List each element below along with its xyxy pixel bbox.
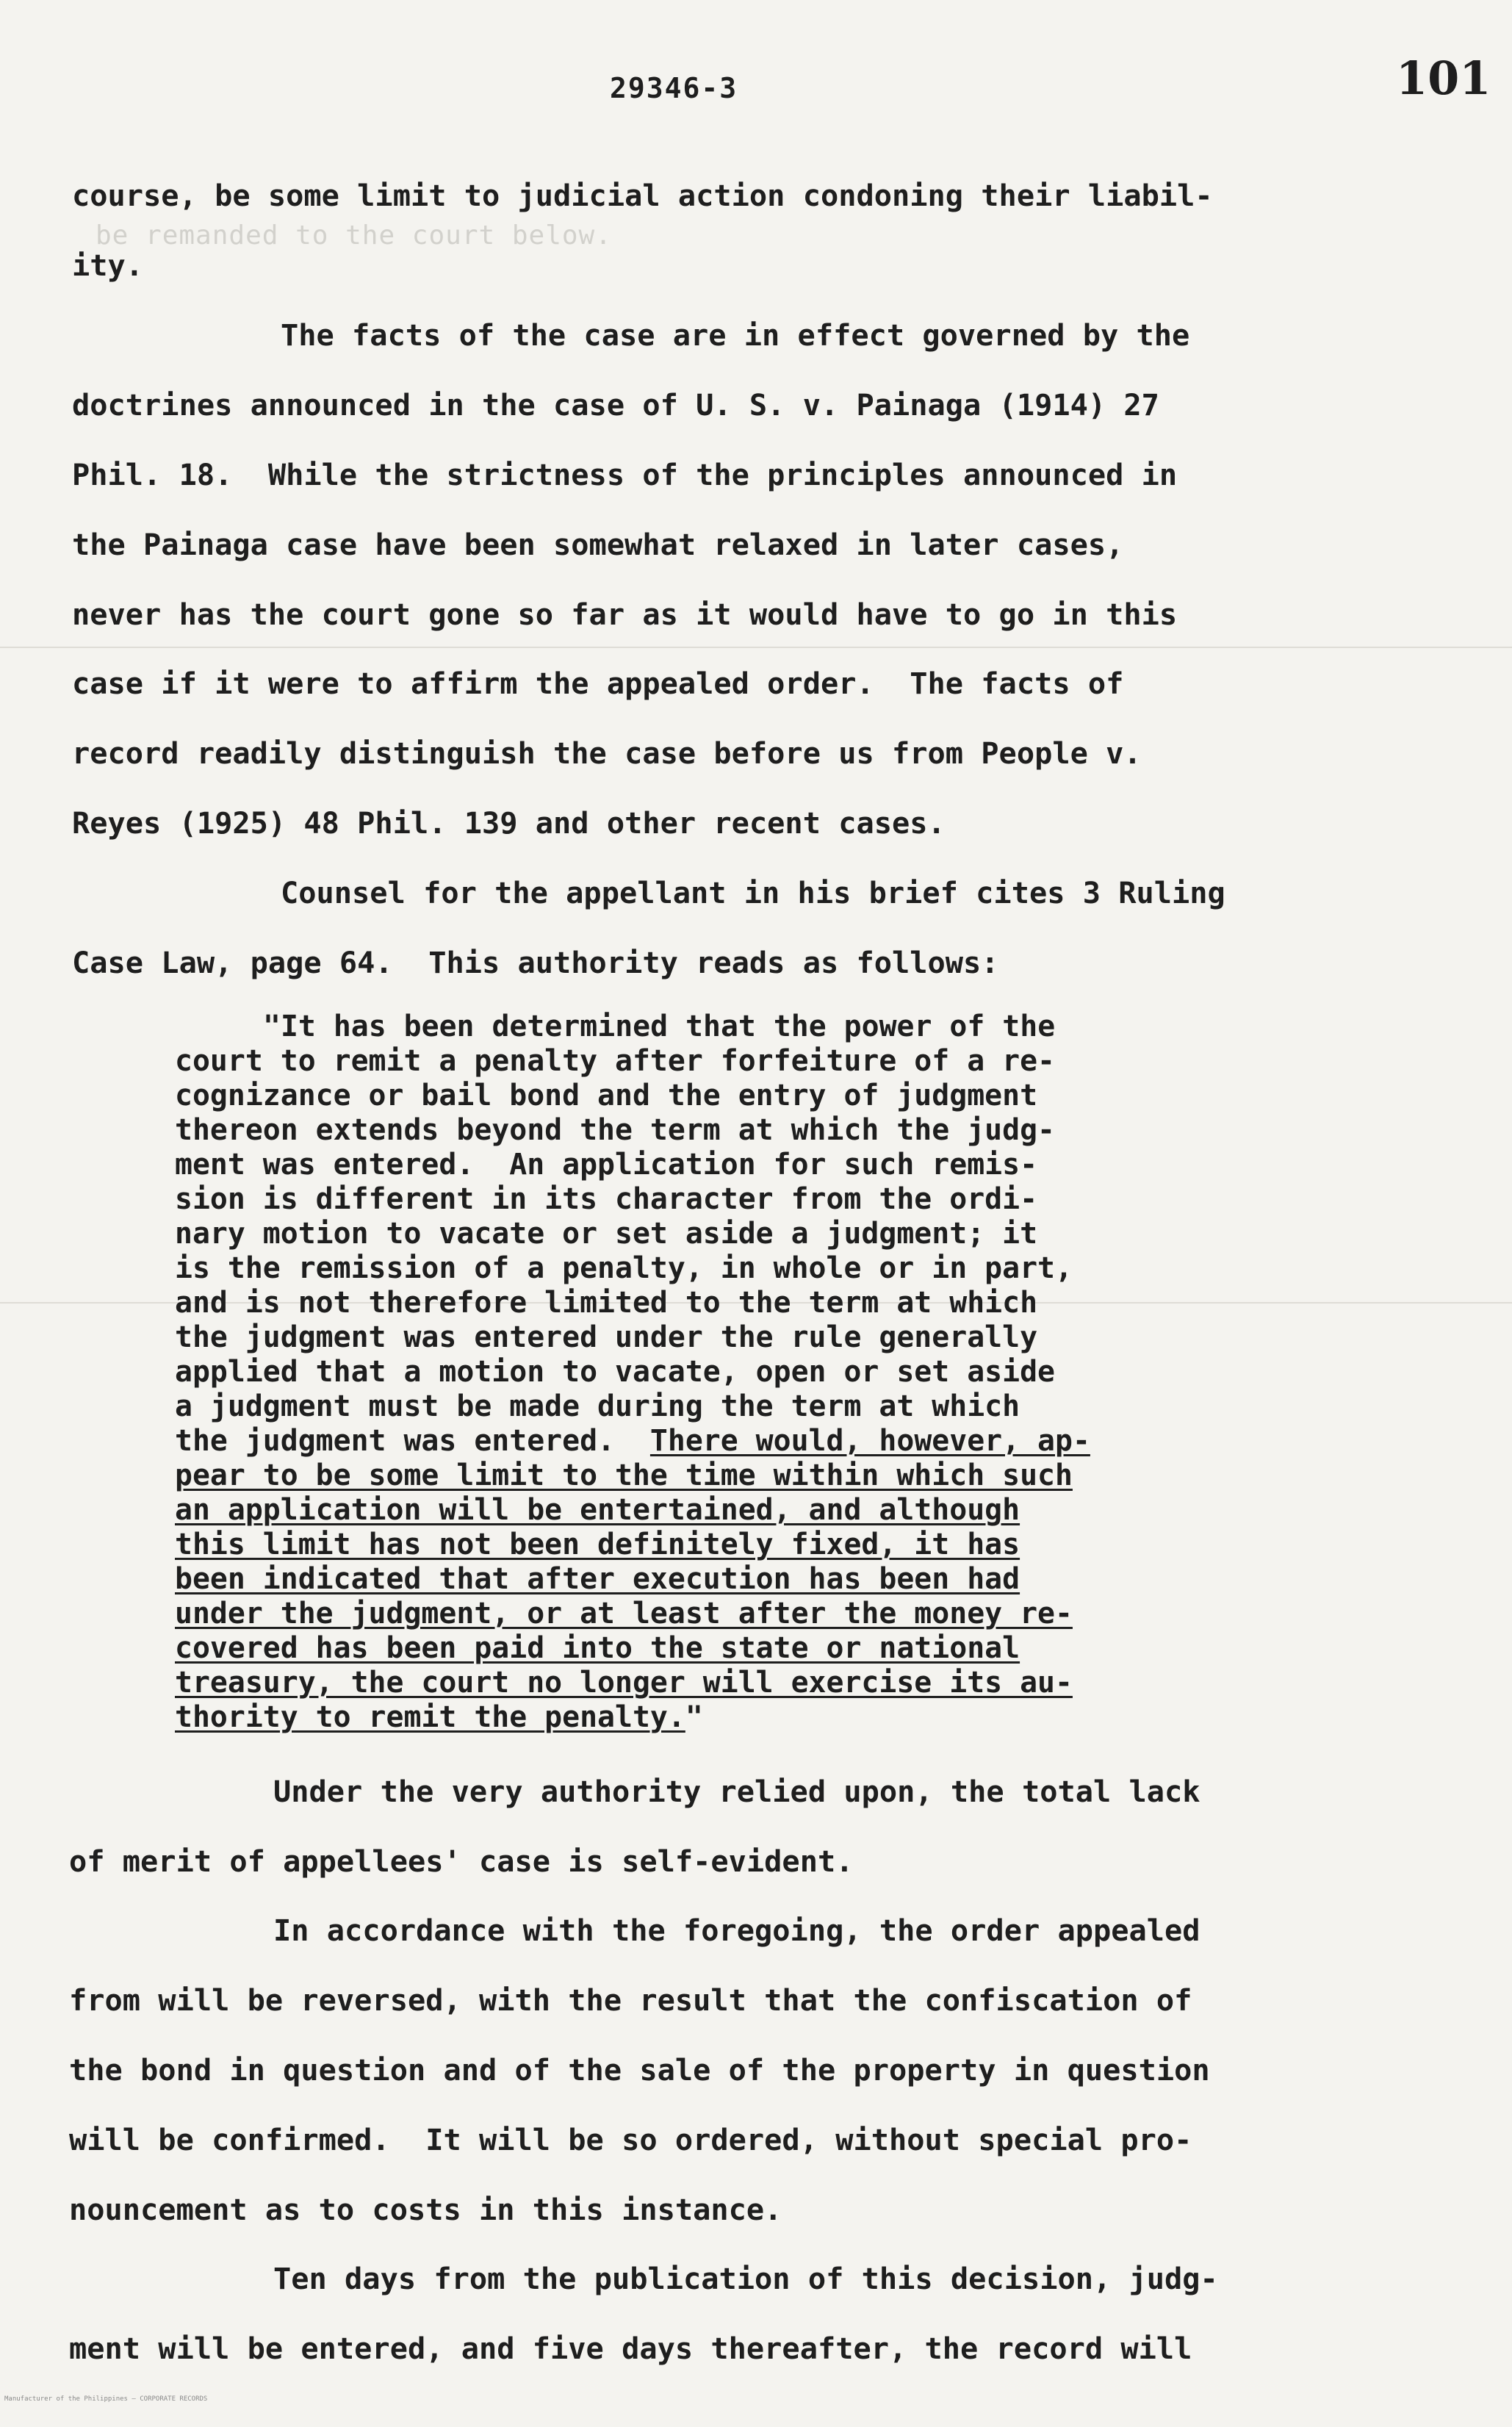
quote-underlined-line: covered has been paid into the state or national (175, 1631, 1020, 1665)
text-line: Ten days from the publication of this decision, judg- (273, 2262, 1218, 2296)
text-line: ity. (72, 248, 144, 283)
text-line: Reyes (1925) 48 Phil. 139 and other recent cases. (72, 806, 946, 841)
text-line: course, be some limit to judicial action condoning their liabil- (72, 179, 1213, 213)
quote-underlined-line: pear to be some limit to the time within which such (175, 1459, 1073, 1492)
text-line: ment will be entered, and five days thereafter, the record will (69, 2331, 1192, 2366)
scan-fold-line (0, 647, 1512, 648)
text-line: will be confirmed. It will be so ordered, without special pro- (69, 2123, 1192, 2157)
quote-line: and is not therefore limited to the term at which (175, 1286, 1038, 1320)
quote-line: court to remit a penalty after forfeiture of a re- (175, 1044, 1055, 1078)
text-line: Under the very authority relied upon, the total lack (273, 1775, 1200, 1809)
quote-line: is the remission of a penalty, in whole or in part, (175, 1251, 1073, 1285)
quote-underlined-line: an application will be entertained, and although (175, 1493, 1020, 1527)
quote-underlined-line: this limit has not been definitely fixed, it has (175, 1528, 1020, 1561)
text-line: In accordance with the foregoing, the order appealed (273, 1913, 1200, 1948)
quote-line-last (175, 1700, 703, 1734)
bleed-through-text: be remanded to the court below. (96, 220, 612, 251)
text-line: of merit of appellees' case is self-evident. (69, 1844, 854, 1879)
text-line: case if it were to affirm the appealed order. The facts of (72, 666, 1124, 701)
page-number: 101 (1396, 51, 1491, 105)
quote-line: the judgment was entered under the rule generally (175, 1320, 1038, 1354)
microfilm-note: Manufacturer of the Philippines – CORPORATE RECORDS (4, 2395, 208, 2403)
quote-line: thereon extends beyond the term at which the judg- (175, 1113, 1055, 1147)
quote-line: sion is different in its character from the ordi- (175, 1182, 1038, 1216)
quote-underlined-segment: There would, however, ap- (649, 1424, 1090, 1458)
quote-line: nary motion to vacate or set aside a judgment; it (175, 1217, 1038, 1251)
text-line: the bond in question and of the sale of the property in question (69, 2053, 1210, 2088)
text-line: nouncement as to costs in this instance. (69, 2193, 782, 2227)
quote-line: applied that a motion to vacate, open or set aside (175, 1355, 1055, 1389)
quote-line-mixed (175, 1424, 1090, 1458)
quote-line: cognizance or bail bond and the entry of judgment (175, 1079, 1038, 1112)
quote-line: a judgment must be made during the term at which (175, 1389, 1020, 1423)
text-line: doctrines announced in the case of U. S. v. Painaga (1914) 27 (72, 388, 1159, 423)
quote-line: "It has been determined that the power of the (263, 1010, 1056, 1043)
quote-line: ment was entered. An application for such remis- (175, 1148, 1038, 1182)
quote-plain-segment: the judgment was entered. (175, 1424, 650, 1458)
text-line: Counsel for the appellant in his brief cites 3 Ruling (281, 876, 1225, 910)
quote-underlined-line: treasury, the court no longer will exercise its au- (175, 1666, 1073, 1700)
text-line: Phil. 18. While the strictness of the principles announced in (72, 458, 1178, 492)
text-line: the Painaga case have been somewhat relaxed in later cases, (72, 528, 1124, 562)
text-line: from will be reversed, with the result that the confiscation of (69, 1983, 1192, 2018)
text-line: The facts of the case are in effect governed by the (281, 318, 1190, 353)
quote-underlined-segment: thority to remit the penalty. (175, 1700, 685, 1734)
quote-underlined-line: under the judgment, or at least after the money re- (175, 1597, 1073, 1630)
text-line: record readily distinguish the case before us from People v. (72, 736, 1142, 771)
quote-closing-mark: " (685, 1700, 703, 1734)
text-line: Case Law, page 64. This authority reads as follows: (72, 946, 999, 980)
text-line: never has the court gone so far as it would have to go in this (72, 597, 1178, 632)
quote-underlined-line: been indicated that after execution has been had (175, 1562, 1020, 1596)
document-number: 29346-3 (610, 72, 738, 104)
